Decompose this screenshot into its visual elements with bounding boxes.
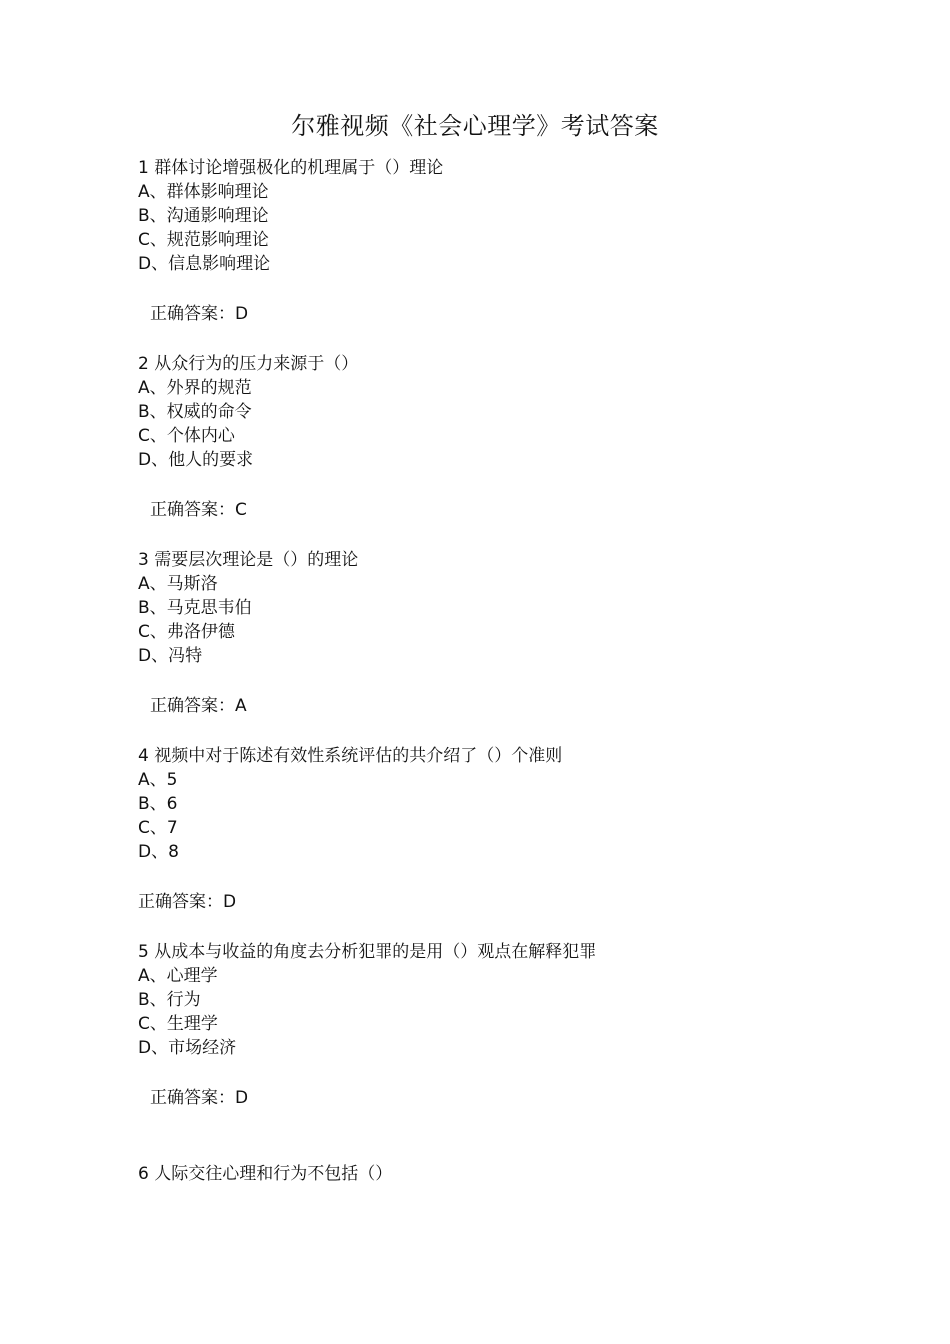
correct-answer: 正确答案：C [150,500,247,520]
option-d: D、市场经济 [138,1038,237,1058]
question-stem: 5 从成本与收益的角度去分析犯罪的是用（）观点在解释犯罪 [138,942,597,962]
option-c: C、生理学 [138,1014,218,1034]
option-d: D、信息影响理论 [138,254,271,274]
option-d: D、冯特 [138,646,203,666]
option-a: A、心理学 [138,966,218,986]
option-a: A、5 [138,770,178,790]
question-4 [138,744,858,914]
question-5 [138,940,858,1110]
correct-answer: 正确答案：A [150,696,247,716]
correct-answer: 正确答案：D [150,1088,249,1108]
question-stem: 6 人际交往心理和行为不包括（） [138,1164,393,1184]
question-stem: 4 视频中对于陈述有效性系统评估的共介绍了（）个准则 [138,746,563,766]
option-b: B、马克思韦伯 [138,598,252,618]
option-b: B、权威的命令 [138,402,252,422]
option-a: A、马斯洛 [138,574,218,594]
option-b: B、6 [138,794,178,814]
option-a: A、群体影响理论 [138,182,269,202]
option-d: D、8 [138,842,179,862]
option-c: C、规范影响理论 [138,230,269,250]
option-a: A、外界的规范 [138,378,252,398]
spacer [138,1136,858,1162]
correct-answer: 正确答案：D [138,892,237,912]
option-c: C、个体内心 [138,426,235,446]
question-list [138,156,858,1186]
document-title: 尔雅视频《社会心理学》考试答案 [291,112,659,140]
option-b: B、行为 [138,990,201,1010]
question-stem: 3 需要层次理论是（）的理论 [138,550,359,570]
option-c: C、弗洛伊德 [138,622,235,642]
question-3 [138,548,858,718]
correct-answer: 正确答案：D [150,304,249,324]
option-c: C、7 [138,818,178,838]
option-d: D、他人的要求 [138,450,254,470]
question-2 [138,352,858,522]
option-b: B、沟通影响理论 [138,206,269,226]
question-stem: 1 群体讨论增强极化的机理属于（）理论 [138,158,444,178]
question-6 [138,1162,858,1186]
question-1 [138,156,858,326]
question-stem: 2 从众行为的压力来源于（） [138,354,359,374]
